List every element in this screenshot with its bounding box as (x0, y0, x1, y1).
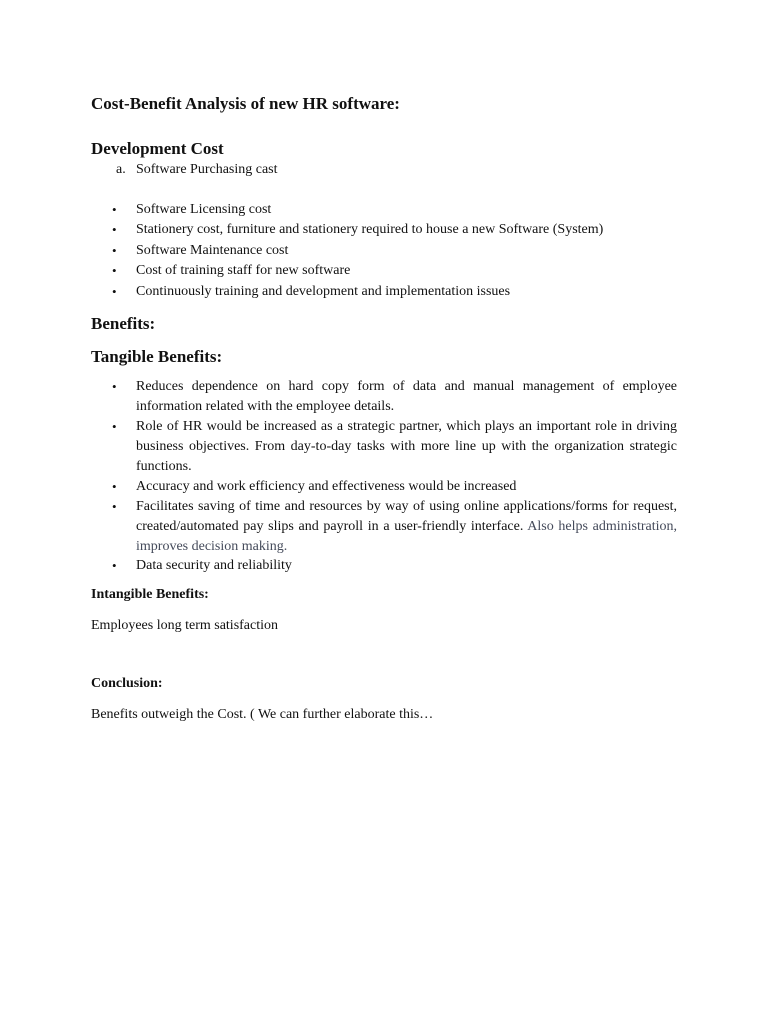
ordered-list-item: Software Purchasing cast (136, 162, 278, 177)
bullet-icon: • (112, 558, 117, 573)
development-cost-heading: Development Cost (91, 139, 224, 158)
bullet-icon: • (112, 263, 117, 278)
dev-cost-item: Cost of training staff for new software (136, 263, 351, 278)
document-title: Cost-Benefit Analysis of new HR software: (91, 94, 400, 113)
ordered-list-marker: a. (116, 162, 126, 177)
bullet-icon: • (112, 379, 117, 394)
tangible-benefit-item-4 (136, 497, 677, 557)
bullet-icon: • (112, 284, 117, 299)
bullet-icon: • (112, 419, 117, 434)
dev-cost-item: Software Licensing cost (136, 202, 272, 217)
tangible-benefit-item: Data security and reliability (136, 558, 292, 573)
dev-cost-item: Stationery cost, furniture and stationery required to house a new Software (System) (136, 222, 604, 237)
tangible-benefit-item: Reduces dependence on hard copy form of data and manual management of employee information related with the employee details. (136, 379, 677, 414)
conclusion-text: Benefits outweigh the Cost. ( We can further elaborate this… (91, 707, 434, 722)
intangible-benefits-heading: Intangible Benefits: (91, 587, 209, 602)
tangible-benefit-text: Facilitates saving of time and resources by way of using online applications/forms for request, created/automated pay slips and payroll in a user-friendly interface. (136, 499, 677, 534)
bullet-icon: • (112, 222, 117, 237)
bullet-icon: • (112, 499, 117, 514)
benefits-heading: Benefits: (91, 314, 156, 333)
dev-cost-item: Software Maintenance cost (136, 243, 289, 258)
bullet-icon: • (112, 479, 117, 494)
intangible-benefits-text: Employees long term satisfaction (91, 618, 279, 633)
tangible-benefit-item: Role of HR would be increased as a strategic partner, which plays an important role in driving business objectives. From day-to-day tasks with more line up with the organization strategic functions. (136, 419, 677, 474)
bullet-icon: • (112, 243, 117, 258)
tangible-benefit-item: Accuracy and work efficiency and effectiveness would be increased (136, 479, 517, 494)
bullet-icon: • (112, 202, 117, 217)
tangible-benefits-heading: Tangible Benefits: (91, 347, 223, 366)
dev-cost-item: Continuously training and development and implementation issues (136, 284, 511, 299)
conclusion-heading: Conclusion: (91, 676, 163, 691)
tangible-benefit-extra-text: Also helps administration, improves decision making. (136, 519, 678, 554)
